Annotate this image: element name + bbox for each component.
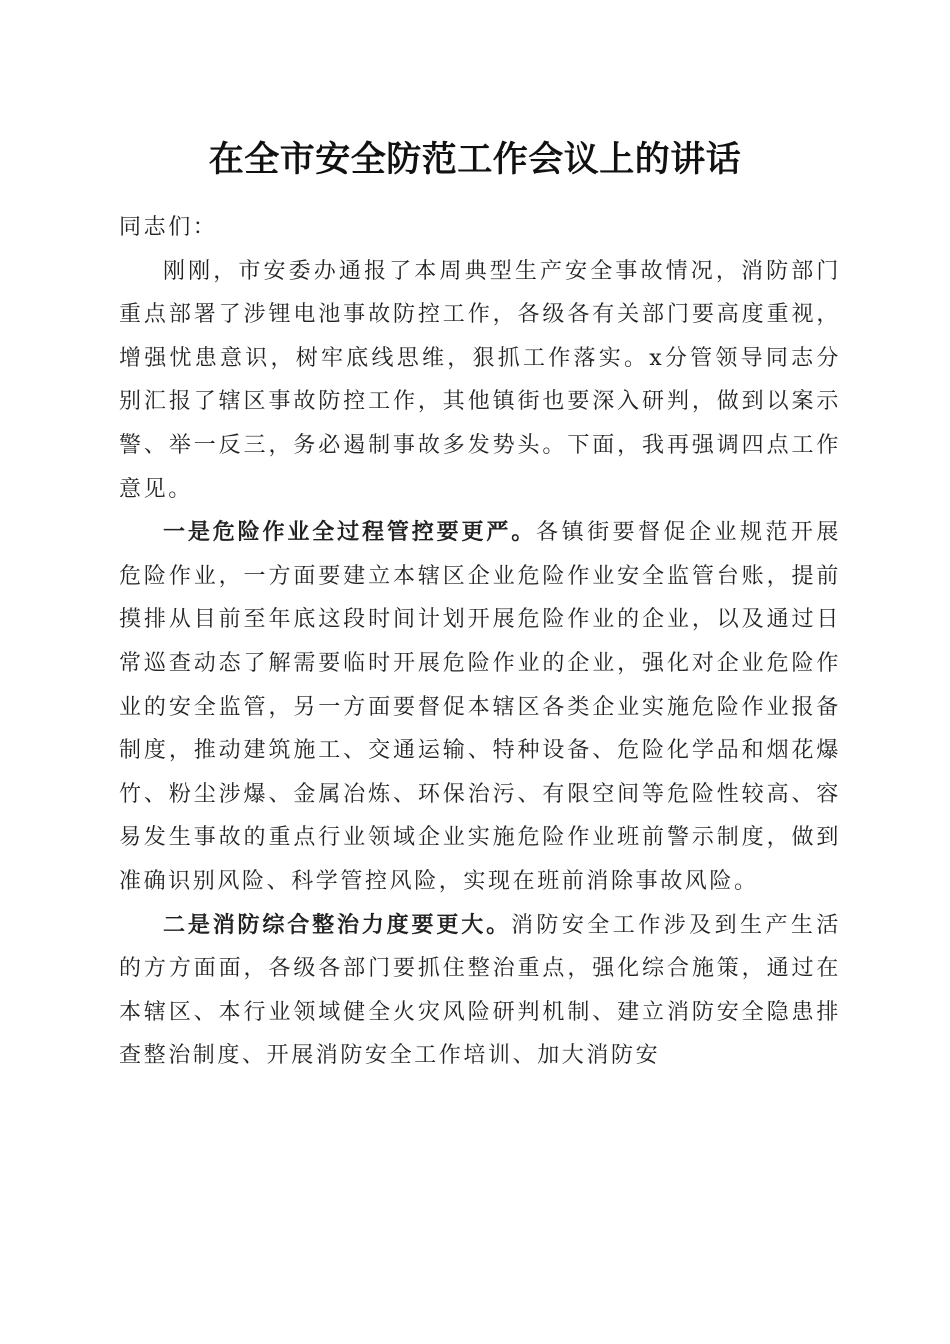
document-title: 在全市安全防范工作会议上的讲话 [208,139,742,180]
paragraph-point-one [119,511,841,903]
paragraph-intro-text: 刚刚，市安委办通报了本周典型生产安全事故情况，消防部门重点部署了涉锂电池事故防控工作，各级各有关部门要高度重视，增强忧患意识，树牢底线思维，狠抓工作落实。x分管领导同志分别汇报了辖区事故防控工作，其他镇街也要深入研判，做到以案示警、举一反三，务必遏制事故多发势头。下面，我再强调四点工作意见。 [119,258,841,502]
salutation: 同志们： [119,215,218,240]
paragraph-point-two-text: 消防安全工作涉及到生产生活的方方面面，各级各部门要抓住整治重点，强化综合施策，通过在本辖区、本行业领域健全火灾风险研判机制、建立消防安全隐患排查整治制度、开展消防安全工作培训、加大消防安 [119,912,841,1069]
paragraph-intro [119,250,841,512]
document-body [119,206,841,1078]
paragraph-point-one-text: 各镇街要督促企业规范开展危险作业，一方面要建立本辖区企业危险作业安全监管台账，提前摸排从目前至年底这段时间计划开展危险作业的企业，以及通过日常巡查动态了解需要临时开展危险作业的企业，强化对企业危险作业的安全监管，另一方面要督促本辖区各类企业实施危险作业报备制度，推动建筑施工、交通运输、特种设备、危险化学品和烟花爆竹、粉尘涉爆、金属冶炼、环保治污、有限空间等危险性较高、容易发生事故的重点行业领域企业实施危险作业班前警示制度，做到准确识别风险、科学管控风险，实现在班前消除事故风险。 [119,520,841,894]
paragraph-point-two [119,904,841,1078]
paragraph-point-one-heading: 一是危险作业全过程管控要更严。 [163,520,537,546]
paragraph-point-two-heading: 二是消防综合整治力度要更大。 [163,912,511,938]
